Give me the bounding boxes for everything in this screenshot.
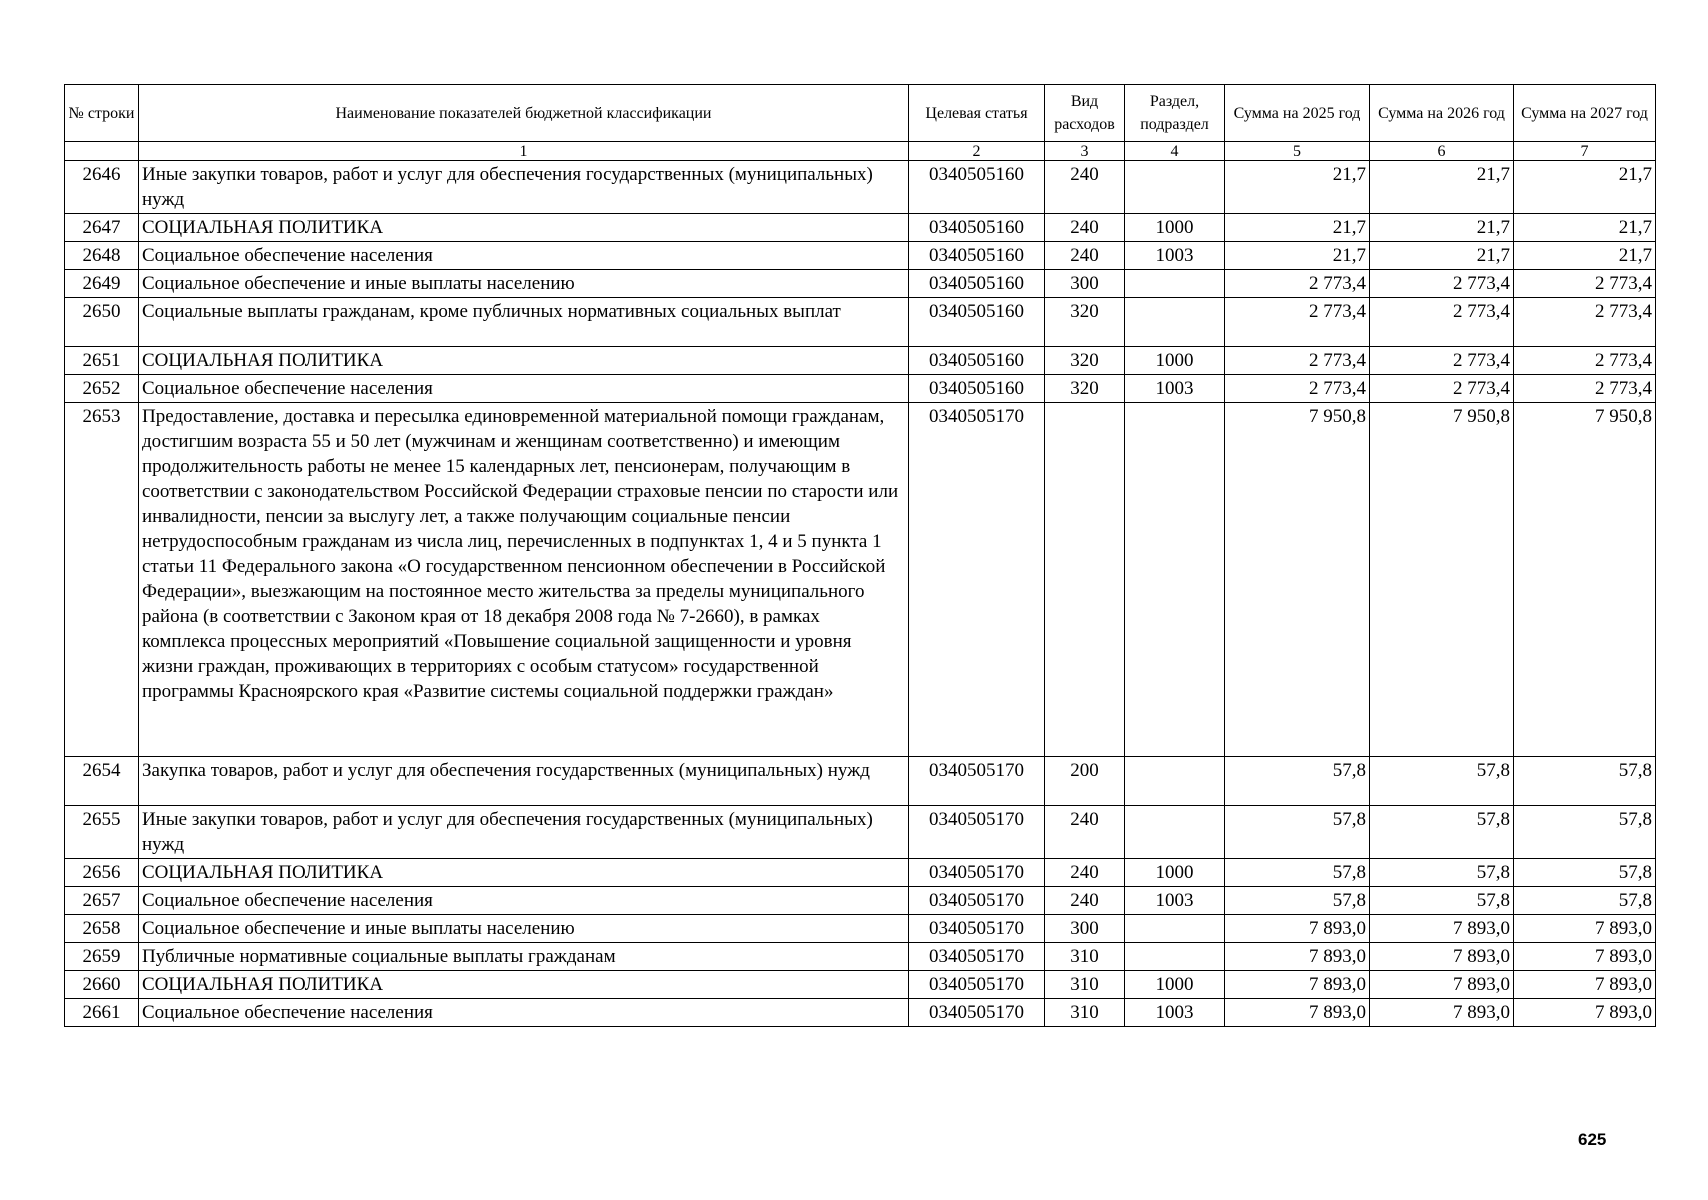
row-number: 2654 (65, 757, 139, 806)
section-code: 1003 (1125, 999, 1225, 1027)
table-row (65, 403, 1656, 757)
sum-2027: 57,8 (1514, 757, 1656, 806)
row-number: 2652 (65, 375, 139, 403)
sum-2026: 7 893,0 (1370, 971, 1514, 999)
sum-2027: 2 773,4 (1514, 270, 1656, 298)
section-code (1125, 403, 1225, 757)
sum-2026: 57,8 (1370, 859, 1514, 887)
indicator-name: СОЦИАЛЬНАЯ ПОЛИТИКА (139, 971, 909, 999)
sum-2027: 21,7 (1514, 242, 1656, 270)
section-code: 1003 (1125, 375, 1225, 403)
sum-2025: 2 773,4 (1225, 298, 1370, 347)
target-article: 0340505170 (909, 403, 1045, 757)
section-code (1125, 270, 1225, 298)
expense-kind: 320 (1045, 298, 1125, 347)
target-article: 0340505160 (909, 214, 1045, 242)
budget-table (64, 84, 1656, 1027)
section-code: 1003 (1125, 887, 1225, 915)
target-article: 0340505170 (909, 971, 1045, 999)
sum-2026: 21,7 (1370, 214, 1514, 242)
section-code: 1000 (1125, 859, 1225, 887)
row-number: 2656 (65, 859, 139, 887)
section-code (1125, 161, 1225, 214)
expense-kind: 240 (1045, 242, 1125, 270)
table-row (65, 859, 1656, 887)
row-number: 2657 (65, 887, 139, 915)
target-article: 0340505160 (909, 375, 1045, 403)
target-article: 0340505160 (909, 298, 1045, 347)
expense-kind: 240 (1045, 887, 1125, 915)
sum-2027: 7 893,0 (1514, 915, 1656, 943)
expense-kind: 300 (1045, 270, 1125, 298)
row-number: 2661 (65, 999, 139, 1027)
header-row (65, 85, 1656, 142)
column-number: 1 (139, 142, 909, 161)
header-sum-2027: Сумма на 2027 год (1514, 85, 1656, 142)
section-code (1125, 943, 1225, 971)
row-number: 2650 (65, 298, 139, 347)
indicator-name: Публичные нормативные социальные выплаты гражданам (139, 943, 909, 971)
sum-2027: 2 773,4 (1514, 298, 1656, 347)
column-number: 5 (1225, 142, 1370, 161)
row-number: 2647 (65, 214, 139, 242)
target-article: 0340505160 (909, 270, 1045, 298)
target-article: 0340505170 (909, 757, 1045, 806)
row-number: 2660 (65, 971, 139, 999)
sum-2027: 57,8 (1514, 859, 1656, 887)
expense-kind: 240 (1045, 806, 1125, 859)
table-row (65, 971, 1656, 999)
target-article: 0340505170 (909, 915, 1045, 943)
sum-2025: 7 893,0 (1225, 943, 1370, 971)
section-code: 1000 (1125, 214, 1225, 242)
sum-2027: 57,8 (1514, 887, 1656, 915)
expense-kind: 240 (1045, 859, 1125, 887)
column-number-row (65, 142, 1656, 161)
row-number: 2659 (65, 943, 139, 971)
sum-2025: 7 893,0 (1225, 971, 1370, 999)
sum-2025: 57,8 (1225, 887, 1370, 915)
row-number: 2653 (65, 403, 139, 757)
sum-2027: 7 893,0 (1514, 999, 1656, 1027)
expense-kind: 300 (1045, 915, 1125, 943)
indicator-name: Социальное обеспечение и иные выплаты населению (139, 270, 909, 298)
expense-kind (1045, 403, 1125, 757)
indicator-name: СОЦИАЛЬНАЯ ПОЛИТИКА (139, 214, 909, 242)
row-number: 2651 (65, 347, 139, 375)
target-article: 0340505170 (909, 943, 1045, 971)
sum-2026: 7 893,0 (1370, 943, 1514, 971)
expense-kind: 240 (1045, 214, 1125, 242)
table-row (65, 943, 1656, 971)
expense-kind: 310 (1045, 999, 1125, 1027)
sum-2026: 7 893,0 (1370, 999, 1514, 1027)
sum-2025: 7 893,0 (1225, 999, 1370, 1027)
target-article: 0340505160 (909, 161, 1045, 214)
row-number: 2658 (65, 915, 139, 943)
sum-2025: 57,8 (1225, 806, 1370, 859)
row-number: 2648 (65, 242, 139, 270)
expense-kind: 240 (1045, 161, 1125, 214)
sum-2025: 21,7 (1225, 214, 1370, 242)
table-row (65, 214, 1656, 242)
sum-2026: 2 773,4 (1370, 347, 1514, 375)
target-article: 0340505170 (909, 806, 1045, 859)
expense-kind: 320 (1045, 347, 1125, 375)
table-row (65, 806, 1656, 859)
sum-2027: 57,8 (1514, 806, 1656, 859)
column-number: 4 (1125, 142, 1225, 161)
table-row (65, 887, 1656, 915)
indicator-name: Иные закупки товаров, работ и услуг для обеспечения государственных (муниципальных) нужд (139, 806, 909, 859)
section-code (1125, 915, 1225, 943)
indicator-name: Социальное обеспечение и иные выплаты населению (139, 915, 909, 943)
header-name: Наименование показателей бюджетной классификации (139, 85, 909, 142)
section-code: 1000 (1125, 347, 1225, 375)
sum-2026: 7 893,0 (1370, 915, 1514, 943)
sum-2027: 7 893,0 (1514, 971, 1656, 999)
table-row (65, 298, 1656, 347)
sum-2025: 2 773,4 (1225, 347, 1370, 375)
indicator-name: Социальные выплаты гражданам, кроме публичных нормативных социальных выплат (139, 298, 909, 347)
table-row (65, 161, 1656, 214)
target-article: 0340505170 (909, 859, 1045, 887)
column-number (65, 142, 139, 161)
expense-kind: 310 (1045, 971, 1125, 999)
header-expense-kind: Вид расходов (1045, 85, 1125, 142)
target-article: 0340505160 (909, 347, 1045, 375)
table-row (65, 270, 1656, 298)
sum-2027: 2 773,4 (1514, 375, 1656, 403)
sum-2026: 2 773,4 (1370, 298, 1514, 347)
row-number: 2646 (65, 161, 139, 214)
sum-2025: 57,8 (1225, 859, 1370, 887)
header-row-number: № строки (65, 85, 139, 142)
sum-2026: 2 773,4 (1370, 375, 1514, 403)
indicator-name: Иные закупки товаров, работ и услуг для обеспечения государственных (муниципальных) нужд (139, 161, 909, 214)
section-code: 1000 (1125, 971, 1225, 999)
section-code (1125, 806, 1225, 859)
sum-2027: 21,7 (1514, 214, 1656, 242)
indicator-name: Закупка товаров, работ и услуг для обеспечения государственных (муниципальных) нужд (139, 757, 909, 806)
indicator-name: Социальное обеспечение населения (139, 242, 909, 270)
sum-2025: 21,7 (1225, 161, 1370, 214)
page-number: 625 (1578, 1130, 1607, 1149)
expense-kind: 200 (1045, 757, 1125, 806)
section-code (1125, 298, 1225, 347)
table-row (65, 242, 1656, 270)
sum-2027: 21,7 (1514, 161, 1656, 214)
column-number: 3 (1045, 142, 1125, 161)
column-number: 7 (1514, 142, 1656, 161)
indicator-name: Предоставление, доставка и пересылка единовременной материальной помощи гражданам, достигшим возраста 55 и 50 лет (мужчинам и женщинам соответственно) и имеющим продолжительность работы не менее 15 календарных лет, пенсионерам, получающим в соответствии с законодательством Российской Федерации страховые пенсии по старости или инвалидности, пенсии за выслугу лет, а также получающим социальные пенсии нетрудоспособным гражданам из числа лиц, перечисленных в подпунктах 1, 4 и 5 пункта 1 статьи 11 Федерального закона «О государственном пенсионном обеспечении в Российской Федерации», выезжающим на постоянное место жительства за пределы муниципального района (в соответствии с Законом края от 18 декабря 2008 года № 7-2660), в рамках комплекса процессных мероприятий «Повышение социальной защищенности и уровня жизни граждан, проживающих в территориях с особым статусом» государственной программы Красноярского края «Развитие системы социальной поддержки граждан» (139, 403, 909, 757)
sum-2026: 57,8 (1370, 757, 1514, 806)
sum-2026: 21,7 (1370, 242, 1514, 270)
sum-2025: 21,7 (1225, 242, 1370, 270)
sum-2026: 21,7 (1370, 161, 1514, 214)
target-article: 0340505170 (909, 999, 1045, 1027)
sum-2025: 2 773,4 (1225, 270, 1370, 298)
sum-2025: 7 950,8 (1225, 403, 1370, 757)
table-row (65, 915, 1656, 943)
column-number: 2 (909, 142, 1045, 161)
column-number: 6 (1370, 142, 1514, 161)
target-article: 0340505170 (909, 887, 1045, 915)
indicator-name: СОЦИАЛЬНАЯ ПОЛИТИКА (139, 347, 909, 375)
indicator-name: Социальное обеспечение населения (139, 375, 909, 403)
table-row (65, 999, 1656, 1027)
expense-kind: 320 (1045, 375, 1125, 403)
section-code (1125, 757, 1225, 806)
sum-2025: 7 893,0 (1225, 915, 1370, 943)
section-code: 1003 (1125, 242, 1225, 270)
table-row (65, 757, 1656, 806)
header-sum-2025: Сумма на 2025 год (1225, 85, 1370, 142)
table-row (65, 375, 1656, 403)
header-target-article: Целевая статья (909, 85, 1045, 142)
sum-2026: 57,8 (1370, 887, 1514, 915)
indicator-name: Социальное обеспечение населения (139, 999, 909, 1027)
table-body (65, 161, 1656, 1027)
sum-2025: 57,8 (1225, 757, 1370, 806)
sum-2026: 57,8 (1370, 806, 1514, 859)
row-number: 2649 (65, 270, 139, 298)
sum-2025: 2 773,4 (1225, 375, 1370, 403)
header-section: Раздел, подраздел (1125, 85, 1225, 142)
sum-2027: 7 950,8 (1514, 403, 1656, 757)
header-sum-2026: Сумма на 2026 год (1370, 85, 1514, 142)
expense-kind: 310 (1045, 943, 1125, 971)
sum-2026: 2 773,4 (1370, 270, 1514, 298)
table-row (65, 347, 1656, 375)
indicator-name: Социальное обеспечение населения (139, 887, 909, 915)
target-article: 0340505160 (909, 242, 1045, 270)
sum-2026: 7 950,8 (1370, 403, 1514, 757)
indicator-name: СОЦИАЛЬНАЯ ПОЛИТИКА (139, 859, 909, 887)
row-number: 2655 (65, 806, 139, 859)
sum-2027: 2 773,4 (1514, 347, 1656, 375)
sum-2027: 7 893,0 (1514, 943, 1656, 971)
